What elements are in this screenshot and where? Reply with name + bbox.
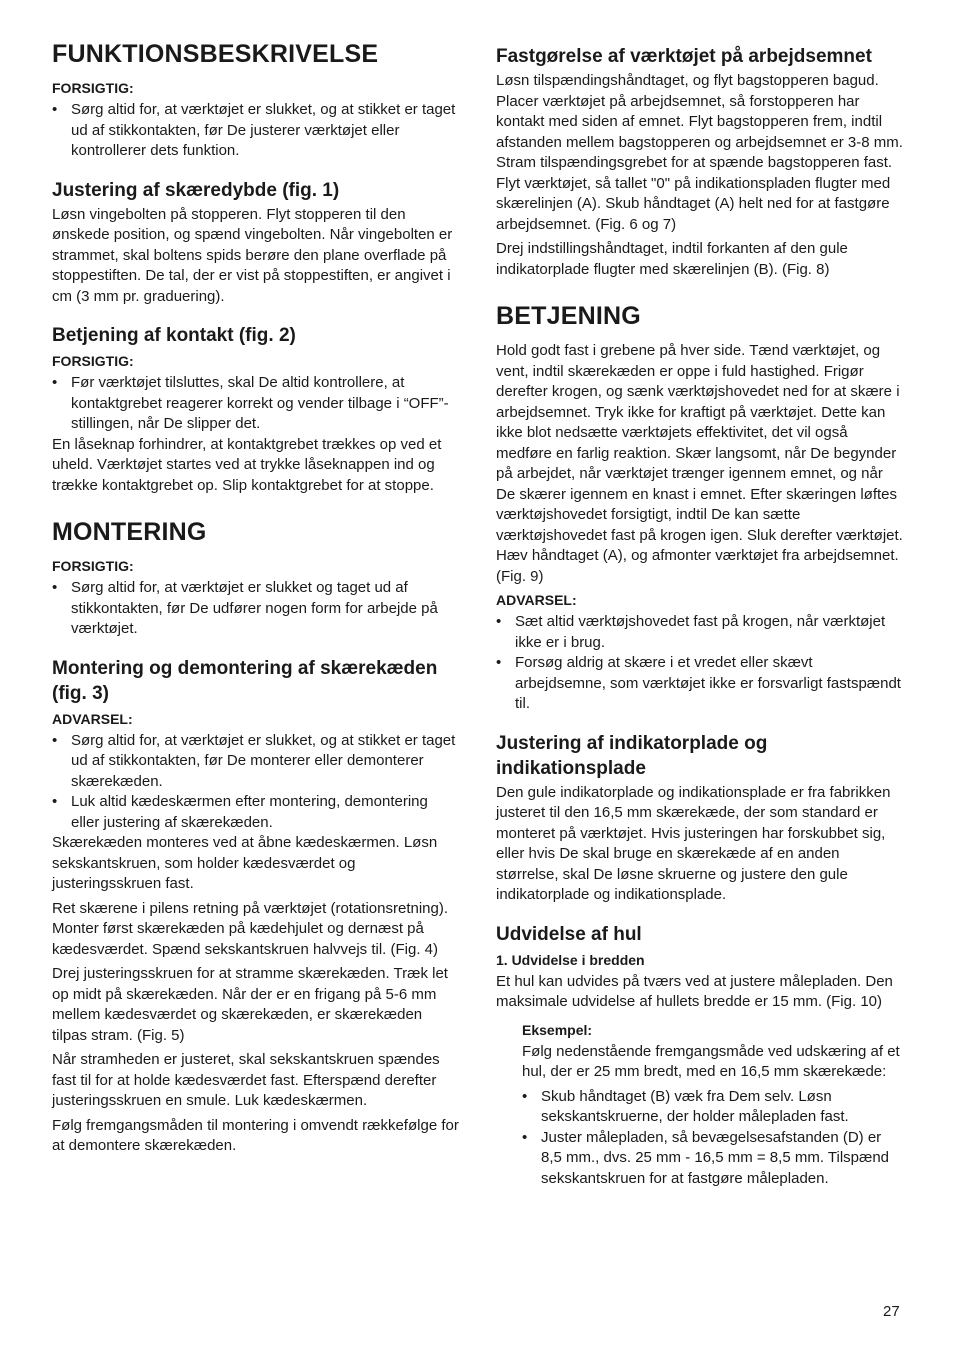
paragraph: Hold godt fast i grebene på hver side. Tænd værktøjet, og vent, indtil skærekæden er oppe i fuld hastighed. Frigør derefter krogen, og sænk værktøjshovedet ned for at skære i arbejdsemnet. Tryk ikke for kraftigt på værktøjet. Dette kan ikke blot nedsætte værktøjets effektivitet, det vil også medføre en farlig reaktion. Skær langsomt, når De begynder på arbejdet, når værktøjet trænger igennem emnet, og når De skærer igennem en knast i emnet. Efter skæringen løftes værktøjshovedet forsigtigt, indtil De kan sætte værktøjshovedet fast på krogen igen. Sluk derefter værktøjet. Hæv håndtaget (A), og afmonter værktøjet fra arbejdsemnet. (Fig. 9) — [496, 342, 903, 585]
caution-list — [52, 373, 460, 435]
list-item: • Sørg altid for, at værktøjet er slukket, og at stikket er taget ud af stikkontakten, før De monterer eller demonterer skærekæden. — [52, 731, 460, 793]
list-item: • Før værktøjet tilsluttes, skal De altid kontrollere, at kontaktgrebet reagerer korrekt og vender tilbage i “OFF”-stillingen, når De slipper det. — [52, 373, 460, 435]
right-column — [496, 44, 906, 1189]
caution-list — [52, 100, 460, 162]
paragraph: Følg nedenstående fremgangsmåde ved udskæring af et hul, der er 25 mm bredt, med en 16,5 mm skærekæde: — [522, 1042, 900, 1080]
page-number: 27 — [883, 1303, 900, 1320]
section-title-montering: MONTERING — [52, 518, 207, 546]
paragraph: Drej justeringsskruen for at stramme skærekæden. Træk let op midt på skærekæden. Når der er en frigang på 5-6 mm mellem kædesværdet og skærekæden, er skærekæden tilpas stram. (Fig. 5) — [52, 965, 448, 1044]
paragraph: Løsn vingebolten på stopperen. Flyt stopperen til den ønskede position, og spænd vingebolten. Når vingebolten er strammet, skal boltens spids berøre den plane overflade på stoppestiften. De tal, der er vist på stoppestiften, er angivet i cm (3 mm pr. graduering). — [52, 205, 453, 305]
heading-fastgoerelse: Fastgørelse af værktøjet på arbejdsemnet — [496, 46, 872, 67]
paragraph: Følg fremgangsmåden til montering i omvendt rækkefølge for at demontere skærekæden. — [52, 1116, 459, 1154]
example-block — [522, 1021, 906, 1190]
heading-udvidelse: Udvidelse af hul — [496, 923, 642, 945]
caution-label: FORSIGTIG: — [52, 80, 134, 96]
section-title-betjening: BETJENING — [496, 302, 641, 330]
section-title-funktionsbeskrivelse: FUNKTIONSBESKRIVELSE — [52, 40, 379, 68]
paragraph: Ret skærene i pilens retning på værktøjet (rotationsretning). Monter først skærekæden på kædehjulet og dernæst på kædesværdet. Spænd sekskantskruen halvvejs til. (Fig. 4) — [52, 899, 449, 958]
heading-indikatorplade: Justering af indikatorplade og indikationsplade — [496, 732, 768, 779]
heading-betjening-kontakt: Betjening af kontakt (fig. 2) — [52, 325, 296, 346]
heading-skaeredybde: Justering af skæredybde (fig. 1) — [52, 179, 340, 201]
subheading-udvidelse-bredden: 1. Udvidelse i bredden — [496, 951, 645, 968]
warning-label: ADVARSEL: — [496, 592, 577, 608]
example-label: Eksempel: — [522, 1021, 593, 1038]
list-item: • Juster målepladen, så bevægelsesafstanden (D) er 8,5 mm., dvs. 25 mm - 16,5 mm = 8,5 mm. Tilspænd sekskantskruen for at fastgøre målepladen. — [522, 1128, 906, 1190]
caution-label: FORSIGTIG: — [52, 353, 134, 369]
list-item: • Sørg altid for, at værktøjet er slukket, og at stikket er taget ud af stikkontakten, før De justerer værktøjet eller kontrollerer dets funktion. — [52, 100, 460, 162]
caution-label: FORSIGTIG: — [52, 558, 134, 574]
warning-list — [496, 612, 906, 715]
paragraph: Et hul kan udvides på tværs ved at justere målepladen. Den maksimale udvidelse af hullets bredde er 15 mm. (Fig. 10) — [496, 972, 893, 1010]
paragraph: Drej indstillingshåndtaget, indtil forkanten af den gule indikatorplade flugter med skærelinjen (B). (Fig. 8) — [496, 240, 848, 278]
list-item: • Forsøg aldrig at skære i et vredet eller skævt arbejdsemne, som værktøjet ikke er forsvarligt fastspændt til. — [496, 653, 906, 715]
left-column — [52, 40, 460, 1157]
paragraph: Når stramheden er justeret, skal sekskantskruen spændes fast til for at holde kædesværdet fast. Efterspænd derefter justeringsskruen en smule. Luk kædeskærmen. — [52, 1051, 440, 1109]
list-item: • Sæt altid værktøjshovedet fast på krogen, når værktøjet ikke er i brug. — [496, 612, 906, 653]
warning-list — [52, 731, 460, 834]
paragraph: Den gule indikatorplade og indikationsplade er fra fabrikken justeret til den 16,5 mm skærekæde, der som standard er monteret på værktøjet. Hvis justeringen har forskubbet sig, eller hvis De skal bruge en skærekæde af en anden størrelse, skal De løsne skruerne og justere den gule indikatorplade og indikationsplade. — [496, 783, 891, 903]
list-item: • Luk altid kædeskærmen efter montering, demontering eller justering af skærekæden. — [52, 792, 460, 833]
example-list — [522, 1087, 906, 1190]
caution-list — [52, 578, 460, 640]
paragraph: Løsn tilspændingshåndtaget, og flyt bagstopperen bagud. Placer værktøjet på arbejdsemnet, så forstopperen har kontakt med siden af emnet. Flyt bagstopperen frem, indtil afstanden mellem bagstopperen og arbejdsemnet er 3-8 mm. Stram tilspændingsgrebet for at spænde bagstopperen fast. Flyt værktøjet, så tallet "0" på indikationspladen flugter med skærelinjen (A). Skub håndtaget (A) helt ned for at fastgøre arbejdsemnet. (Fig. 6 og 7) — [496, 72, 903, 233]
paragraph: Skærekæden monteres ved at åbne kædeskærmen. Løsn sekskantskruen, som holder kædesværdet og justeringsskruen fast. — [52, 834, 438, 892]
warning-label: ADVARSEL: — [52, 710, 133, 727]
list-item: • Sørg altid for, at værktøjet er slukket og taget ud af stikkontakten, før De udfører nogen form for arbejde på værktøjet. — [52, 578, 460, 640]
heading-montering-kaede: Montering og demontering af skærekæden (fig. 3) — [52, 657, 438, 704]
paragraph: En låseknap forhindrer, at kontaktgrebet trækkes op ved et uheld. Værktøjet startes ved at trykke låseknappen ind og trække kontaktgrebet op. Slip kontaktgrebet for at stoppe. — [52, 435, 442, 494]
list-item: • Skub håndtaget (B) væk fra Dem selv. Løsn sekskantskruerne, der holder målepladen fast. — [522, 1087, 906, 1128]
